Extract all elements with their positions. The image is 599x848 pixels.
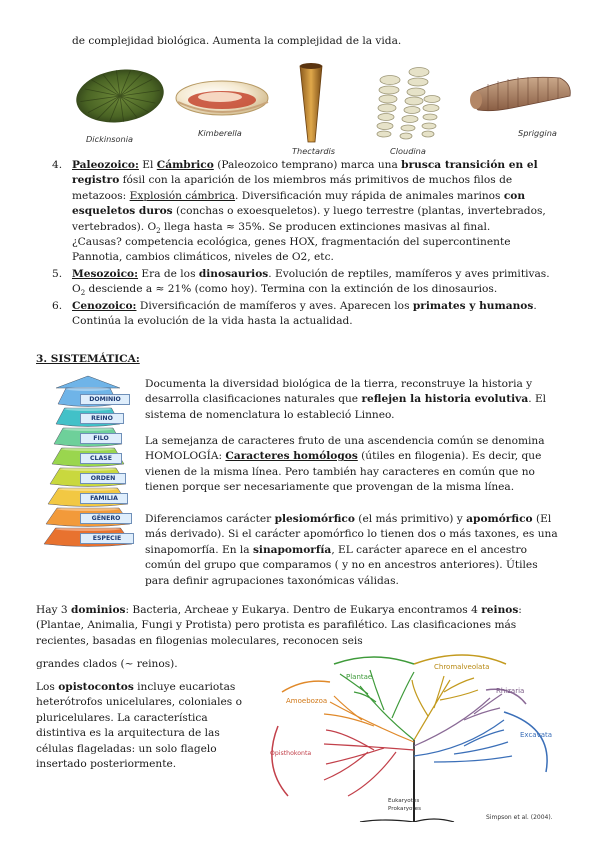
pyramid-tier-highlight (59, 487, 118, 491)
intro-line: de complejidad biológica. Aumenta la complejidad de la vida. (72, 35, 402, 47)
pyramid-tier-highlight (63, 427, 113, 431)
clade-label-opisthokonta: Opisthokonta (270, 750, 312, 757)
era-cenozoico: Cenozoico: (72, 299, 137, 312)
pyramid-tier-highlight (66, 387, 110, 391)
fossil-label-thectardis: Thectardis (292, 146, 336, 156)
pyramid-tier-highlight (60, 467, 116, 471)
fossil-label-spriggina: Spriggina (518, 128, 557, 138)
term-dinosaurios: dinosaurios (198, 267, 269, 280)
tree-label-eukaryotes: Eukaryotes (388, 798, 420, 804)
tier-label-reino: REINO (80, 413, 124, 424)
term-brusca-transicion: brusca transición en el registro (72, 159, 538, 187)
list-item-paleozoico (52, 158, 556, 266)
clade-label-plantae: Plantae (346, 673, 373, 681)
kimberella-image (176, 81, 268, 115)
tier-label-dominio: DOMINIO (80, 394, 130, 405)
dickinsonia-image (73, 64, 167, 128)
list-number: 6. (52, 299, 63, 312)
eras-list (52, 158, 556, 329)
mesozoico-text: Mesozoico: Era de los dinosaurios. Evolución de reptiles, mamíferos y aves primitivas. $O_2$ desciende a ≈ 21% (como hoy). Termina con la extinción de los dinosaurios. (72, 267, 550, 298)
pyramid-tier-highlight (65, 407, 112, 411)
term-esqueletos-duros: con esqueletos duros (72, 189, 526, 218)
term-sinapomorfia: sinapomorfía (252, 543, 332, 556)
pyramid-tier-highlight (62, 447, 115, 451)
paragraph-sistematica: Documenta la diversidad biológica de la tierra, reconstruye la historia y desarrolla clasificaciones naturales que reflejen la historia evolutiva. El sistema de nomenclatura lo estableció Linneo. (145, 378, 547, 421)
spriggina-image (470, 77, 570, 111)
tier-label-orden: ORDEN (80, 473, 126, 484)
era-mesozoico: Mesozoico: (72, 267, 139, 280)
cloudina-image (377, 68, 440, 140)
paragraph-opistocontos: Los opistocontos incluye eucariotas heterótrofos unicelulares, coloniales o pluricelulares. La característica distintiva es la arquitectura de las células flageladas: un solo flagelo insertado posteriormente. (36, 681, 242, 771)
paragraph-dominios-end: grandes clados (~ reinos). (36, 658, 178, 670)
tier-label-especie: ESPECIE (80, 533, 134, 544)
paragraph-homologia: La semejanza de caracteres fruto de una ascendencia común se denomina HOMOLOGÍA: Caracteres homólogos (útiles en filogenia). Es decir, que vienen de la misma línea. Pero también hay caracteres en común que no tienen porque ser necesariamente que provengan de la misma línea. (145, 435, 545, 494)
clade-label-amoebozoa: Amoebozoa (286, 697, 328, 705)
tier-label-filo: FILO (80, 433, 122, 444)
term-primates-humanos: primates y humanos (412, 299, 534, 312)
fossil-label-dickinsonia: Dickinsonia (86, 134, 134, 144)
tier-label-clase: CLASE (80, 453, 122, 464)
tree-credit: Simpson et al. (2004). (486, 814, 553, 821)
fossil-label-kimberella: Kimberella (198, 128, 242, 138)
term-dominios: dominios (71, 604, 126, 616)
cenozoico-text: Cenozoico: Diversificación de mamíferos y aves. Aparecen los primates y humanos. Continúa la evolución de la vida hasta la actualidad. (72, 299, 537, 328)
thectardis-image (300, 63, 322, 142)
tree-label-prokaryotes: Prokaryotes (388, 806, 422, 812)
fossil-illustrations (72, 56, 572, 148)
term-reinos: reinos (481, 604, 519, 616)
fossil-label-cloudina: Cloudina (390, 146, 426, 156)
clade-label-chromalveolata: Chromalveolata (434, 663, 490, 671)
term-apomorfico: apomórfico (466, 513, 533, 525)
list-number: 5. (52, 267, 63, 280)
list-number: 4. (52, 159, 63, 171)
paragraph-dominios: Hay 3 dominios: Bacteria, Archeae y Eukarya. Dentro de Eukarya encontramos 4 reinos: (Plantae, Animalia, Fungi y Protista) pero protista es parafilético. Las clasificaciones más recientes, basadas en filogenias moleculares, reconocen seis (36, 604, 522, 647)
clade-label-excavata: Excavata (520, 731, 553, 739)
pyramid-tier-highlight (56, 527, 121, 531)
tier-label-genero: GÉNERO (80, 513, 132, 524)
list-item-cenozoico (52, 299, 556, 330)
term-plesiomorfico: plesiomórfico (274, 513, 355, 525)
fossil-figure (72, 56, 572, 156)
paleozoico-causas: ¿Causas? competencia ecológica, genes HOX, fragmentación del supercontinente Pannotia, cambios climáticos, niveles de O2, etc. (72, 236, 511, 264)
pyramid-tip (56, 376, 120, 388)
term-historia-evolutiva: reflejen la historia evolutiva (361, 393, 529, 406)
term-opistocontos: opistocontos (58, 681, 134, 693)
paragraph-caracteres-p1: Diferenciamos carácter plesiomórfico (el más primitivo) y apomórfico (El más derivado). Si el carácter apomórfico lo tienen dos o más taxones, es una sinapomorfía. En la sinapomorfía, EL carácter aparece en el ancestro común del grupo que comparamos ( y no en ancestros anteriores). Útiles para definir agrupaciones taxonómicas válidas. (145, 513, 558, 587)
era-paleozoico: Paleozoico: (72, 159, 139, 171)
taxonomy-pyramid (36, 374, 140, 548)
tier-label-familia: FAMILIA (80, 493, 128, 504)
clade-label-rhizaria: Rhizaria (496, 687, 525, 695)
paleozoico-text: Paleozoico: El Cámbrico (Paleozoico temprano) marca una brusca transición en el registro fósil con la aparición de los miembros más primitivos de muchos filos de metazoos: Explosión cámbrica. Diversificación muy rápida de animales marinos con esqueletos duros (conchas o exoesqueletos). y luego terrestre (plantas, invertebrados, vertebrados). $O_2$ llega hasta ≈ 35%. Se producen extinciones masivas al final. (72, 159, 546, 235)
pyramid-tier-highlight (57, 507, 119, 511)
section-title: 3. SISTEMÁTICA: (36, 353, 140, 365)
term-caracteres-homologos: Caracteres homólogos (225, 450, 358, 463)
list-item-mesozoico (52, 267, 556, 298)
term-cambrico: Cámbrico (156, 159, 214, 171)
phylogenetic-tree (264, 646, 564, 822)
term-explosion-cambrica: Explosión cámbrica (129, 189, 236, 202)
